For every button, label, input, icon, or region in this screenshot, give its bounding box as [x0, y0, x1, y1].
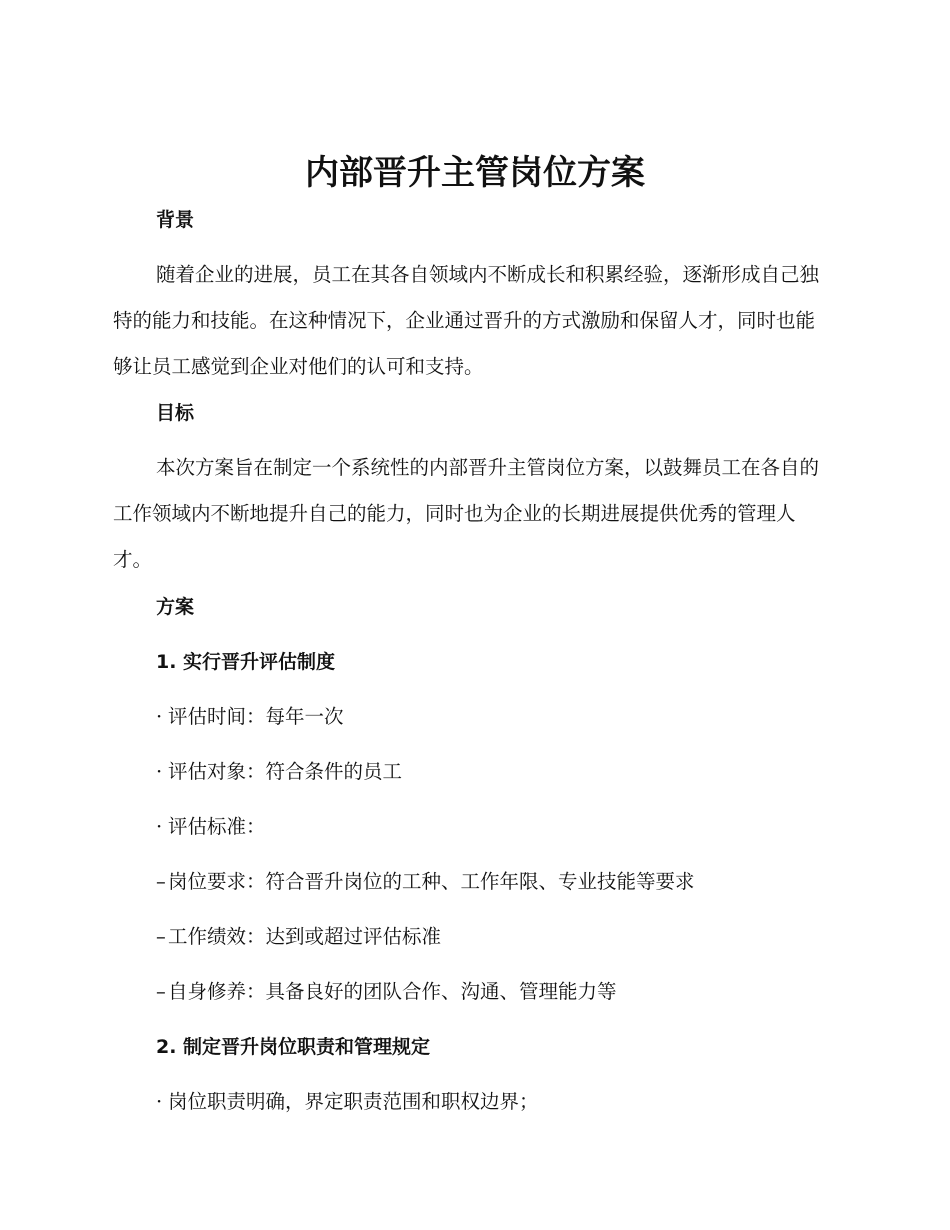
list-subitem [156, 977, 617, 1007]
list-item [156, 757, 402, 787]
list-item [156, 1087, 539, 1117]
list-subitem-text: 工作绩效：达到或超过评估标准 [168, 925, 442, 948]
section-heading-background: 背景 [156, 209, 195, 231]
dash-marker: – [156, 870, 166, 893]
list-item-text: 评估对象：符合条件的员工 [168, 760, 403, 783]
plan-item-1-heading: 1. 实行晋升评估制度 [156, 651, 336, 673]
section-heading-goal: 目标 [156, 402, 195, 424]
list-item [156, 702, 344, 732]
list-item-text: 岗位职责明确，界定职责范围和职权边界； [168, 1090, 539, 1113]
list-subitem [156, 867, 695, 897]
list-subitem-text: 自身修养：具备良好的团队合作、沟通、管理能力等 [168, 980, 617, 1003]
list-subitem-text: 岗位要求：符合晋升岗位的工种、工作年限、专业技能等要求 [168, 870, 695, 893]
plan-item-2-heading: 2. 制定晋升岗位职责和管理规定 [156, 1036, 431, 1058]
bullet-marker: · [156, 705, 163, 728]
bullet-marker: · [156, 1090, 163, 1113]
list-item [156, 812, 266, 842]
bullet-marker: · [156, 760, 163, 783]
list-item-text: 评估标准： [168, 815, 266, 838]
section-heading-plan: 方案 [156, 596, 195, 618]
dash-marker: – [156, 980, 166, 1003]
bullet-marker: · [156, 815, 163, 838]
paragraph-background: 随着企业的进展，员工在其各自领域内不断成长和积累经验，逐渐形成自己独特的能力和技能。在这种情况下，企业通过晋升的方式激励和保留人才，同时也能够让员工感觉到企业对他们的认可和支持。 [113, 263, 820, 378]
dash-marker: – [156, 925, 166, 948]
paragraph-goal: 本次方案旨在制定一个系统性的内部晋升主管岗位方案，以鼓舞员工在各自的工作领域内不断地提升自己的能力，同时也为企业的长期进展提供优秀的管理人才。 [113, 456, 820, 571]
list-subitem [156, 922, 441, 952]
list-item-text: 评估时间：每年一次 [168, 705, 344, 728]
document-title: 内部晋升主管岗位方案 [305, 153, 645, 193]
